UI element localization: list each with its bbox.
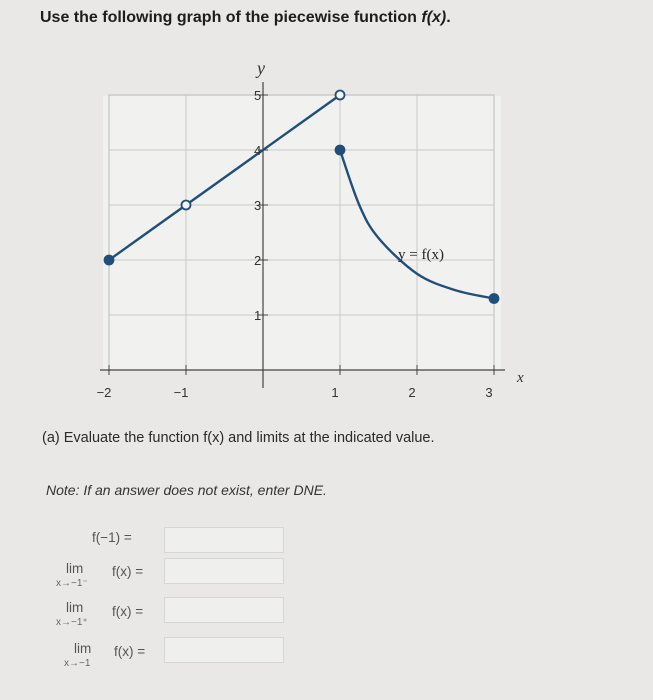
closed-point bbox=[490, 294, 499, 303]
lim-right-word: lim bbox=[66, 600, 84, 615]
lim-left-input[interactable] bbox=[164, 558, 284, 584]
lim-both-expression: f(x) = bbox=[114, 644, 146, 659]
title-suffix: . bbox=[446, 9, 451, 26]
lim-right-input[interactable] bbox=[164, 597, 284, 623]
y-tick-label: 3 bbox=[254, 198, 262, 213]
open-point bbox=[182, 201, 191, 210]
y-tick-label: 5 bbox=[254, 88, 262, 103]
open-point bbox=[336, 91, 345, 100]
f-value-input[interactable] bbox=[164, 527, 284, 553]
lim-right-expression: f(x) = bbox=[112, 604, 144, 619]
graph-grid bbox=[103, 95, 501, 370]
x-tick-label: −1 bbox=[173, 385, 189, 400]
lim-both-input[interactable] bbox=[164, 637, 284, 663]
lim-both-subscript: x→−1 bbox=[64, 658, 91, 669]
y-tick-label: 2 bbox=[254, 253, 262, 268]
note-text: Note: If an answer does not exist, enter DNE. bbox=[46, 482, 327, 498]
x-tick-label: 1 bbox=[331, 385, 339, 400]
x-tick-label: 2 bbox=[408, 385, 416, 400]
y-tick-label: 4 bbox=[254, 143, 262, 158]
lim-right-subscript: x→−1⁺ bbox=[56, 617, 88, 628]
f-value-label: f(−1) = bbox=[92, 530, 132, 545]
x-axis-label: x bbox=[517, 370, 524, 386]
lim-left-expression: f(x) = bbox=[112, 564, 144, 579]
title-prefix: Use the following graph of the piecewise function bbox=[40, 9, 422, 26]
lim-both-word: lim bbox=[74, 641, 92, 656]
title-function: f(x) bbox=[421, 9, 447, 26]
plot-background bbox=[103, 96, 501, 370]
lim-left-word: lim bbox=[66, 561, 84, 576]
closed-point bbox=[336, 146, 345, 155]
part-a-instruction: (a) Evaluate the function f(x) and limits at the indicated value. bbox=[42, 430, 435, 446]
x-tick-label: −2 bbox=[96, 385, 112, 400]
lim-left-subscript: x→−1⁻ bbox=[56, 578, 88, 589]
x-tick-label: 3 bbox=[485, 385, 493, 400]
y-axis-label: y bbox=[257, 58, 265, 78]
curve-label: y = f(x) bbox=[398, 247, 444, 263]
closed-point bbox=[105, 256, 114, 265]
y-tick-label: 1 bbox=[254, 308, 262, 323]
